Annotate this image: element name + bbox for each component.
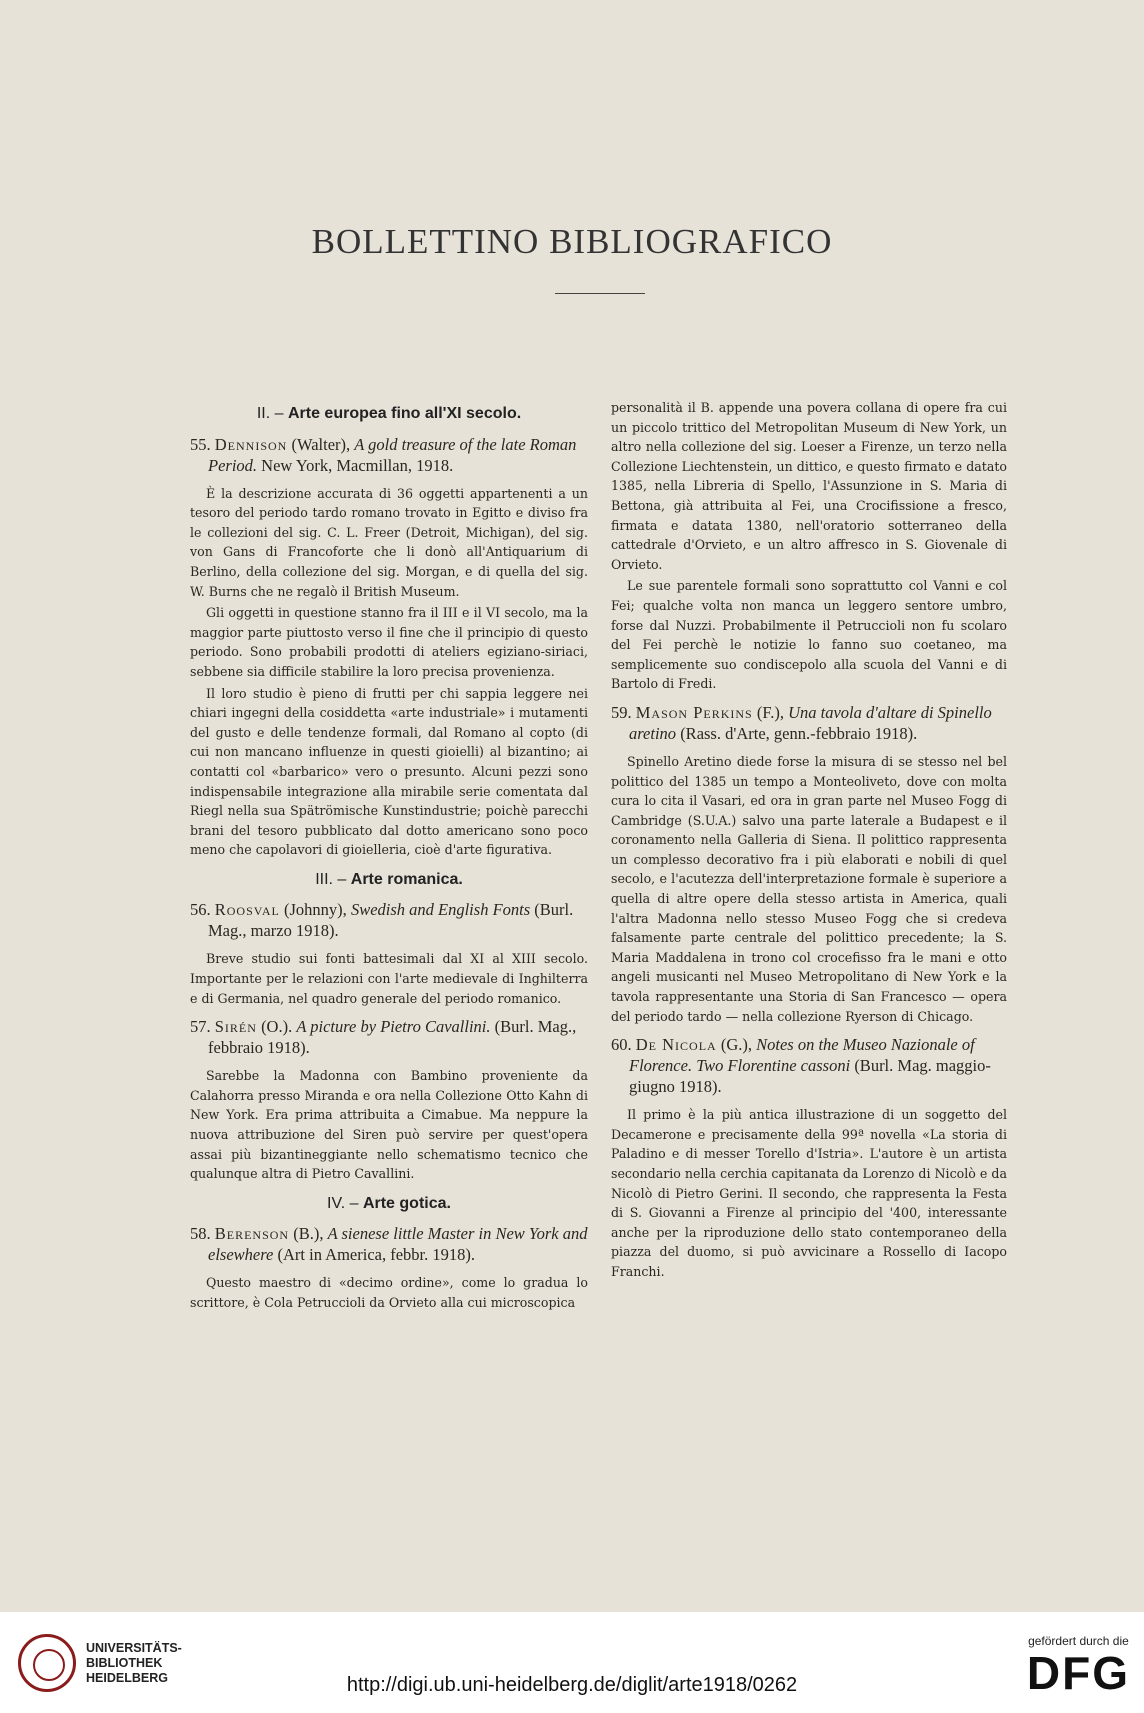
paragraph: Questo maestro di «decimo ordine», come lo gradua lo scrittore, è Cola Petruccioli da Orvieto alla cui microscopica xyxy=(190,1275,588,1310)
dfg-logo-icon: DFG xyxy=(1026,1647,1130,1699)
funder-text: gefördert durch die xyxy=(1028,1634,1129,1648)
paragraph: Il loro studio è pieno di frutti per chi sappia leggere nei chiari ingegni della cosiddetta «arte industriale» i mutamenti del gusto e delle tendenze formali, dal Romano al copto (di cui non mancano influenze in questi gioielli) al bizantino; ai contatti col «barbarico» vero o presunto. Alcuni pezzi sono indispensabile integrazione alla mirabile serie comentata dal Riegl nella sua Spätrömische Kunstindustrie; poichè parecchi brani del tesoro pubblicato dal dotto americano sono poco meno che capolavori di gioielleria, cioè d'arte figurativa. xyxy=(190,685,588,858)
entry-57: 57. Sirén (O.). A picture by Pietro Cavallini. (Burl. Mag., febbraio 1918). xyxy=(190,1017,577,1058)
paragraph: Spinello Aretino diede forse la misura di se stesso nel bel polittico del 1385 un tempo a Monteoliveto, dove con molta cura lo cita il Vasari, ed ora in gran parte nel Museo Fogg di Cambridge (S.U.A.) salvo una parte laterale a Budapest e il coronamento nella Galleria di Siena. Il polittico rappresenta un complesso decorativo fra i più elaborati e nobili di quel secolo, e l'acutezza dell'interpretazione formale è superiore a quella di altre opere della stesso artista in America, quali l'altra Madonna nello stesso Museo Fogg che si credeva falsamente parte centrale del polittico precedente; la S. Maria Maddalena in trono col crocefisso fra le mani e otto angeli musicanti nel Museo Metropolitano di New York e la tavola rappresentante una Storia di San Francesco — opera del periodo tardo — nella collezione Ryerson di Chicago. xyxy=(611,753,1007,1024)
paragraph: È la descrizione accurata di 36 oggetti appartenenti a un tesoro del periodo tardo romano trovato in Egitto e diviso fra le collezioni del sig. C. L. Freer (Detroit, Michigan), del sig. von Gans di Francoforte che li donò all'Antiquarium di Berlino, della collezione del sig. Morgan, e di quella del sig. W. Burns che ne regalò il British Museum. xyxy=(190,485,588,599)
paragraph: Le sue parentele formali sono soprattutto col Vanni e col Fei; qualche volta non manca un leggero sentore umbro, forse dal Nuzzi. Probabilmente il Petruccioli non fu scolaro del Fei perchè le notizie lo fanno suo coetaneo, ma semplicemente suo condiscepolo alla scuola del Vanni e di Bartolo di Fredi. xyxy=(611,578,1007,692)
entry-56: 56. Roosval (Johnny), Swedish and English Fonts (Burl. Mag., marzo 1918). xyxy=(190,900,574,941)
paragraph: Gli oggetti in questione stanno fra il III e il VI secolo, ma la maggior parte piuttosto verso il fine che il principio di questo periodo. Sono probabili prodotti di ateliers egiziano-siriaci, sebbene sia difficile stabilire la loro precisa provenienza. xyxy=(190,605,588,679)
paragraph: Breve studio sui fonti battesimali dal XI al XIII secolo. Importante per le relazioni con l'arte medievale di Inghilterra e di Germania, nel quadro generale del periodo romanico. xyxy=(190,951,588,1006)
funder-logo[interactable] xyxy=(1027,1634,1130,1698)
library-name: UNIVERSITÄTS- BIBLIOTHEK HEIDELBERG xyxy=(86,1640,182,1685)
section-heading-ii: II. – Arte europea fino all'XI secolo. xyxy=(256,405,522,422)
right-column xyxy=(611,398,1007,1284)
entry-60: 60. De Nicola (G.), Notes on the Museo Nazionale of Florence. Two Florentine cassoni (Burl. Mag. maggio-giugno 1918). xyxy=(611,1035,991,1097)
entry-55: 55. Dennison (Walter), A gold treasure of the late Roman Period. New York, Macmillan, 1918. xyxy=(190,434,577,475)
section-heading-iv: IV. – Arte gotica. xyxy=(327,1194,451,1212)
entry-58: 58. Berenson (B.), A sienese little Master in New York and elsewhere (Art in America, febbr. 1918). xyxy=(190,1224,588,1265)
paragraph: Il primo è la più antica illustrazione di un soggetto del Decamerone e precisamente della 99ª novella «La storia di Paladino e di messer Torello d'Istria». L'autore è un artista secondario nella cerchia capitanata da Lorenzo di Nicolò e da Nicolò di Pietro Gerini. Il secondo, che rappresenta la Festa di S. Giovanni a Firenze al principio del '400, interessante anche per la riproduzione dello stato contemporaneo della piazza del duomo, si può avvicinare a Rossello di Iacopo Franchi. xyxy=(611,1107,1007,1279)
paragraph: personalità il B. appende una povera collana di opere fra cui un piccolo trittico del Metropolitan Museum di New York, un altro nella collezione del sig. Loeser a Firenze, un terzo nella Collezione Liechtenstein, un dittico, e questo firmato e datato 1385, nella Libreria di Spello, l'Assunzione in S. Maria di Bettona, già attribuita al Fei, una Crocifissione a fresco, firmata e datata 1380, nell'oratorio sotterraneo della cattedrale d'Orvieto, e un altro affresco in S. Giovenale di Orvieto. xyxy=(611,400,1007,572)
title-divider xyxy=(555,293,645,294)
left-column xyxy=(190,400,588,1315)
section-heading-iii: III. – Arte romanica. xyxy=(315,870,463,888)
permalink-url[interactable]: http://digi.ub.uni-heidelberg.de/diglit/arte1918/0262 xyxy=(346,1674,798,1696)
page-title: BOLLETTINO BIBLIOGRAFICO xyxy=(311,222,833,261)
paragraph: Sarebbe la Madonna con Bambino proveniente da Calahorra presso Miranda e ora nella Collezione Otto Kahn di New York. Era prima attribuita a Cimabue. Ma neppure la nuova attribuzione del Siren può servire per quest'opera assai più bizantineggiante nello schematismo tecnico che qualunque altra di Pietro Cavallini. xyxy=(190,1068,588,1182)
entry-59: 59. Mason Perkins (F.), Una tavola d'altare di Spinello aretino (Rass. d'Arte, genn.-febbraio 1918). xyxy=(611,702,992,743)
